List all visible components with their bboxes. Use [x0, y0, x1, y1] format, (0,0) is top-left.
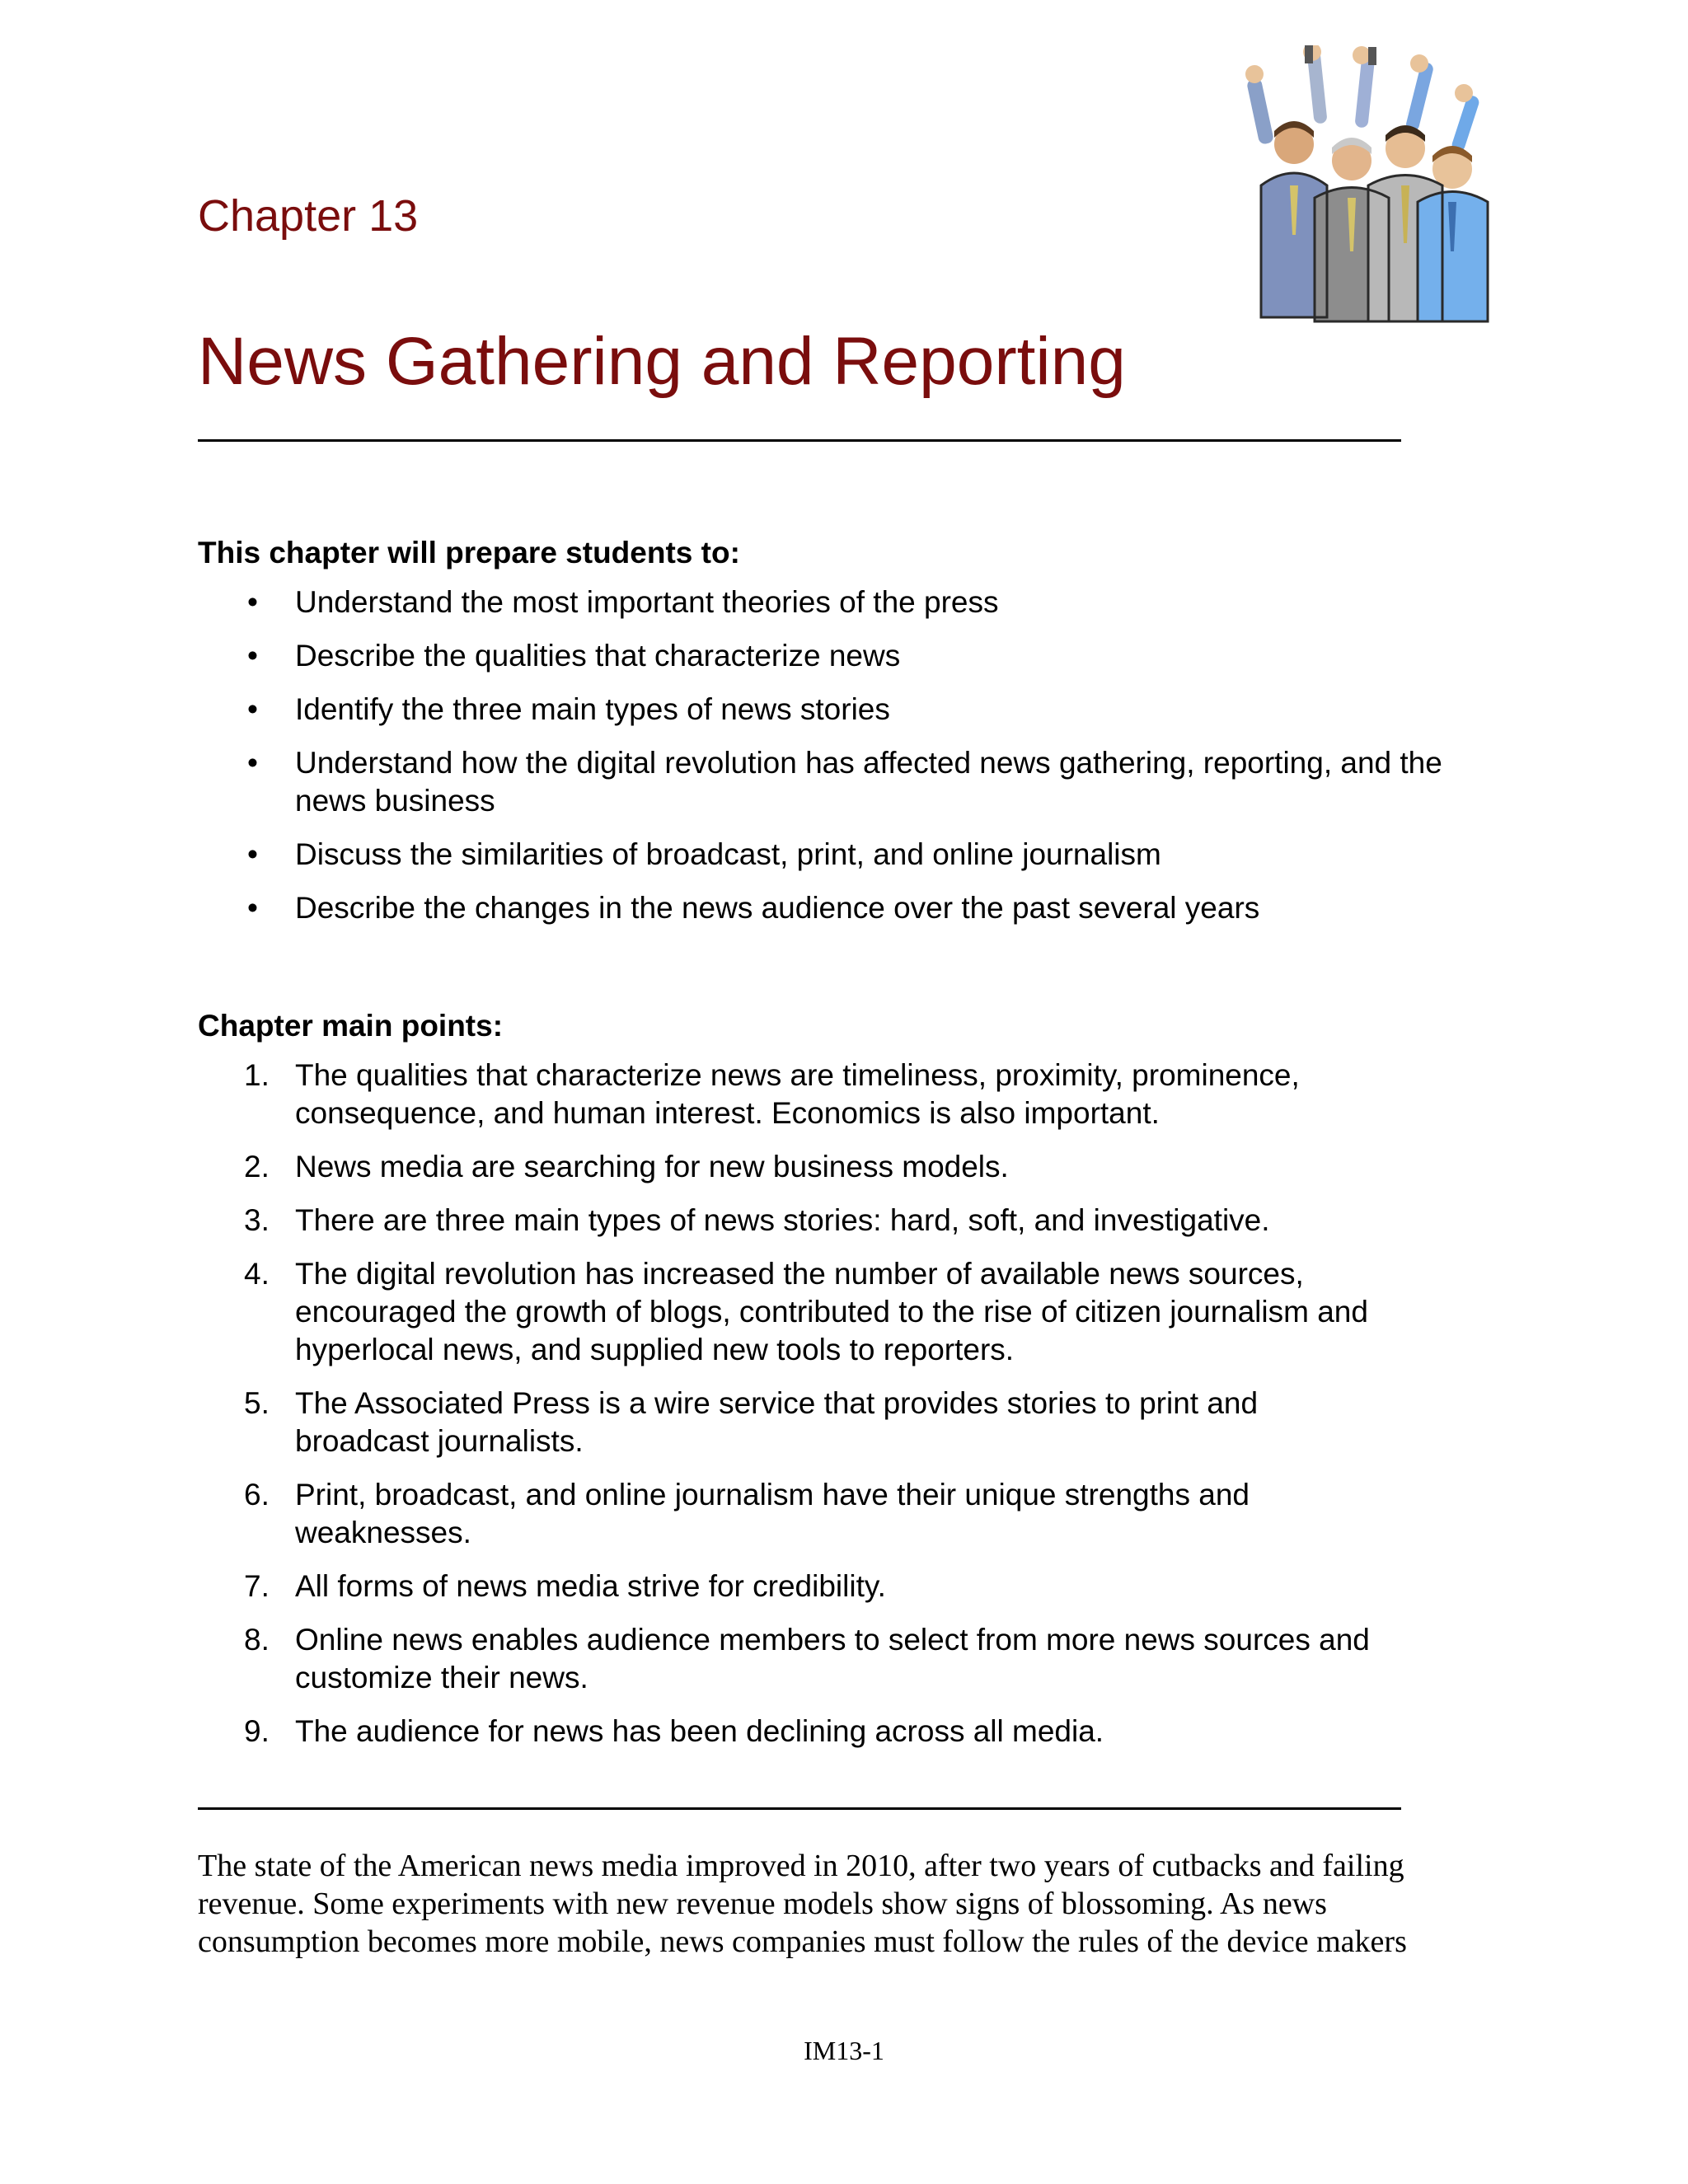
list-item — [0, 1148, 1498, 1186]
point-text: Print, broadcast, and online journalism have their unique strengths and weaknesses. — [295, 1478, 1250, 1549]
bullet-marker: • — [247, 585, 258, 619]
list-item — [0, 889, 1498, 927]
page-title: News Gathering and Reporting — [198, 324, 1126, 399]
item-number: 7. — [244, 1569, 270, 1603]
chapter-label: Chapter 13 — [198, 191, 419, 241]
list-item — [0, 637, 1498, 675]
objective-text: Describe the qualities that characterize news — [295, 639, 901, 673]
objective-text: Understand the most important theories of the press — [295, 585, 999, 619]
point-text: All forms of news media strive for credibility. — [295, 1569, 886, 1603]
point-text: The audience for news has been declining across all media. — [295, 1714, 1104, 1748]
item-number: 4. — [244, 1257, 270, 1291]
bullet-marker: • — [247, 692, 258, 726]
list-item — [0, 691, 1498, 729]
point-text: The Associated Press is a wire service that provides stories to print and broadcast journalists. — [295, 1386, 1259, 1458]
objectives-list — [0, 583, 1498, 927]
item-number: 5. — [244, 1386, 270, 1420]
point-text: There are three main types of news stories: hard, soft, and investigative. — [295, 1203, 1270, 1237]
list-item — [0, 1568, 1498, 1605]
item-number: 9. — [244, 1714, 270, 1748]
point-text: The qualities that characterize news are timeliness, proximity, prominence, consequence, and human interest. Economics is also important. — [295, 1058, 1300, 1130]
item-number: 3. — [244, 1203, 270, 1237]
list-item — [0, 1255, 1465, 1369]
item-number: 8. — [244, 1623, 270, 1657]
bullet-marker: • — [247, 891, 258, 925]
item-number: 6. — [244, 1478, 270, 1511]
list-item — [0, 1476, 1367, 1552]
list-item — [0, 836, 1498, 874]
objective-text: Understand how the digital revolution has affected news gathering, reporting, and the news business — [295, 746, 1442, 818]
list-item — [0, 1202, 1498, 1240]
point-text: Online news enables audience members to select from more news sources and customize their news. — [295, 1623, 1370, 1694]
reporters-clipart-icon — [1236, 45, 1508, 326]
bullet-marker: • — [247, 837, 258, 871]
list-item — [0, 1713, 1498, 1750]
point-text: The digital revolution has increased the number of available news sources, encouraged the growth of blogs, contributed to the rise of citizen journalism and hyperlocal news, and supplied new tools to reporters. — [295, 1257, 1368, 1366]
page-number: IM13-1 — [804, 2036, 884, 2065]
item-number: 1. — [244, 1058, 270, 1092]
top-divider — [198, 439, 1401, 442]
objectives-heading: This chapter will prepare students to: — [198, 536, 740, 569]
list-item — [0, 1057, 1400, 1132]
bullet-marker: • — [247, 746, 258, 780]
list-item — [0, 583, 1498, 621]
list-item — [0, 744, 1465, 820]
list-item — [0, 1621, 1465, 1697]
objective-text: Discuss the similarities of broadcast, print, and online journalism — [295, 837, 1161, 871]
main-points-heading: Chapter main points: — [198, 1009, 504, 1043]
bottom-divider — [198, 1807, 1401, 1810]
objective-text: Identify the three main types of news stories — [295, 692, 890, 726]
objective-text: Describe the changes in the news audience over the past several years — [295, 891, 1260, 925]
list-item — [0, 1385, 1367, 1460]
bullet-marker: • — [247, 639, 258, 673]
body-paragraph: The state of the American news media improved in 2010, after two years of cutbacks and failing revenue. Some experiments with new revenue models show signs of blossoming. As news consumption becomes more mobile, news companies must follow the rules of the device makers — [198, 1849, 1407, 1959]
point-text: News media are searching for new business models. — [295, 1150, 1009, 1183]
main-points-list — [0, 1057, 1498, 1750]
item-number: 2. — [244, 1150, 270, 1183]
